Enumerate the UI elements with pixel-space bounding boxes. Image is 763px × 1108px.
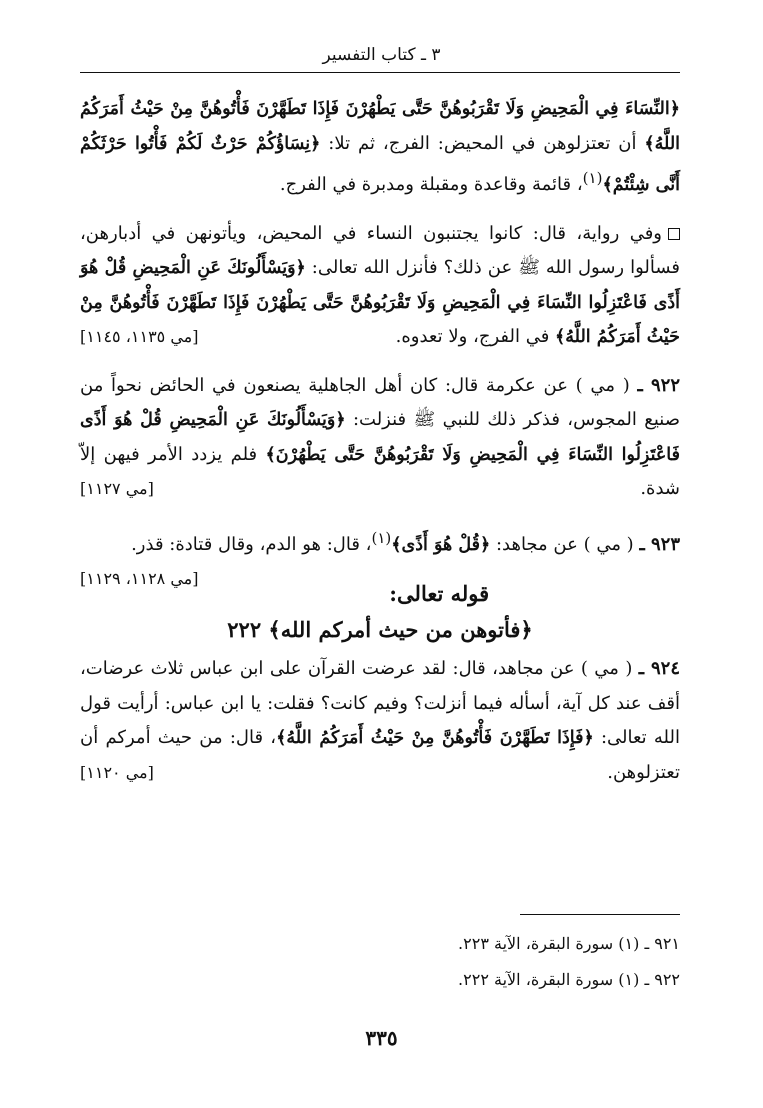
source-reference: [مي ١١٢٨، ١١٢٩]	[80, 569, 199, 588]
body-text: فلم يزدد الأمر فيهن إلاّ شدة.	[80, 443, 680, 499]
quran-quote: ﴿النِّسَاءَ فِي الْمَحِيضِ وَلَا تَقْرَبُوهُنَّ حَتَّى يَطْهُرْنَ فَإِذَا تَطَهَّرْنَ فَأْتُوهُنَّ مِنْ حَيْثُ أَمَرَكُمُ اللَّهُ﴾	[80, 99, 681, 154]
body-text: ، قال: من حيث أمركم أن تعتزلوهن.	[80, 727, 680, 783]
body-text: في الفرج، ولا تعدوه.	[395, 326, 556, 347]
body-text: ، قائمة وقاعدة ومقبلة ومدبرة في الفرج.	[279, 174, 583, 195]
footnote-marker: (١)	[371, 528, 392, 547]
hadith-number: ٩٢٣ ـ	[639, 533, 680, 555]
hadith-number: ٩٢٤ ـ	[638, 658, 680, 679]
paragraph-921-continued	[80, 92, 680, 203]
quran-quote: ﴿وَيَسْأَلُونَكَ عَنِ الْمَحِيضِ قُلْ هُوَ أَذًى فَاعْتَزِلُوا النِّسَاءَ فِي الْمَحِيضِ وَلَا تَقْرَبُوهُنَّ حَتَّى يَطْهُرْنَ فَإِذَا تَطَهَّرْنَ فَأْتُوهُنَّ مِنْ حَيْثُ أَمَرَكُمُ اللَّهُ﴾	[80, 258, 680, 347]
body-text: ، قال: هو الدم، وقال قتادة: قذر.	[131, 533, 372, 555]
hadith-number: ٩٢٢ ـ	[637, 374, 680, 396]
quran-quote: ﴿قُلْ هُوَ أَذًى﴾	[391, 534, 491, 555]
body-text: أن تعتزلوهن في المحيض: الفرج، ثم تلا:	[320, 132, 645, 154]
source-reference: [مي ١١٣٥، ١١٤٥]	[80, 327, 199, 346]
section-heading: قوله تعالى:	[389, 581, 490, 606]
quran-quote: ﴿وَيَسْأَلُونَكَ عَنِ الْمَحِيضِ قُلْ هُوَ أَذًى فَاعْتَزِلُوا النِّسَاءَ فِي الْمَحِيضِ وَلَا تَقْرَبُوهُنَّ حَتَّى يَطْهُرْنَ﴾	[80, 410, 680, 465]
header-rule	[80, 72, 680, 73]
square-bullet-icon	[668, 228, 680, 240]
quran-quote: ﴿نِسَاؤُكُمْ حَرْثٌ لَكُمْ فَأْتُوا حَرْثَكُمْ أَنَّى شِئْتُمْ﴾	[80, 133, 680, 195]
body-text: ( مي ) عن مجاهد، قال: لقد عرضت القرآن على ابن عباس ثلاث عرضات، أقف عند كل آية، أسأله فيما أنزلت؟ وفيم كانت؟ فقلت: يا ابن عباس: أرأيت قول الله تعالى:	[80, 658, 680, 748]
footnote: ٩٢٢ ـ (١) سورة البقرة، الآية ٢٢٢.	[458, 970, 680, 989]
body-text: ( مي ) عن مجاهد:	[490, 533, 640, 555]
source-reference: [مي ١١٢٠]	[80, 762, 154, 782]
paragraph-923	[80, 521, 680, 588]
footnote: ٩٢١ ـ (١) سورة البقرة، الآية ٢٢٣.	[458, 934, 680, 953]
page-number: ٣٣٥	[365, 1026, 398, 1050]
footnote-marker: (١)	[582, 169, 603, 187]
paragraph-921-variant	[80, 217, 680, 355]
footnotes	[80, 926, 680, 998]
main-text	[80, 92, 680, 790]
section-verse-heading: ﴿فأتوهن من حيث أمركم الله﴾ ٢٢٢	[227, 617, 533, 642]
source-reference: [مي ١١٢٧]	[80, 479, 154, 498]
quran-quote: ﴿فَإِذَا تَطَهَّرْنَ فَأْتُوهُنَّ مِنْ حَيْثُ أَمَرَكُمُ اللَّهُ﴾	[276, 728, 594, 748]
footnote-rule	[520, 914, 680, 915]
running-header: ٣ ـ كتاب التفسير	[322, 45, 441, 65]
body-text: ( مي ) عن عكرمة قال: كان أهل الجاهلية يصنعون في الحائض نحواً من صنيع المجوس، فذكر ذلك للنبي ﷺ فنزلت:	[80, 374, 680, 430]
paragraph-922	[80, 369, 680, 507]
paragraph-924	[80, 652, 680, 790]
body-text: وفي رواية، قال: كانوا يجتنبون النساء في المحيض، ويأتونهن في أدبارهن، فسألوا رسول الله ﷺ عن ذلك؟ فأنزل الله تعالى:	[80, 222, 680, 278]
